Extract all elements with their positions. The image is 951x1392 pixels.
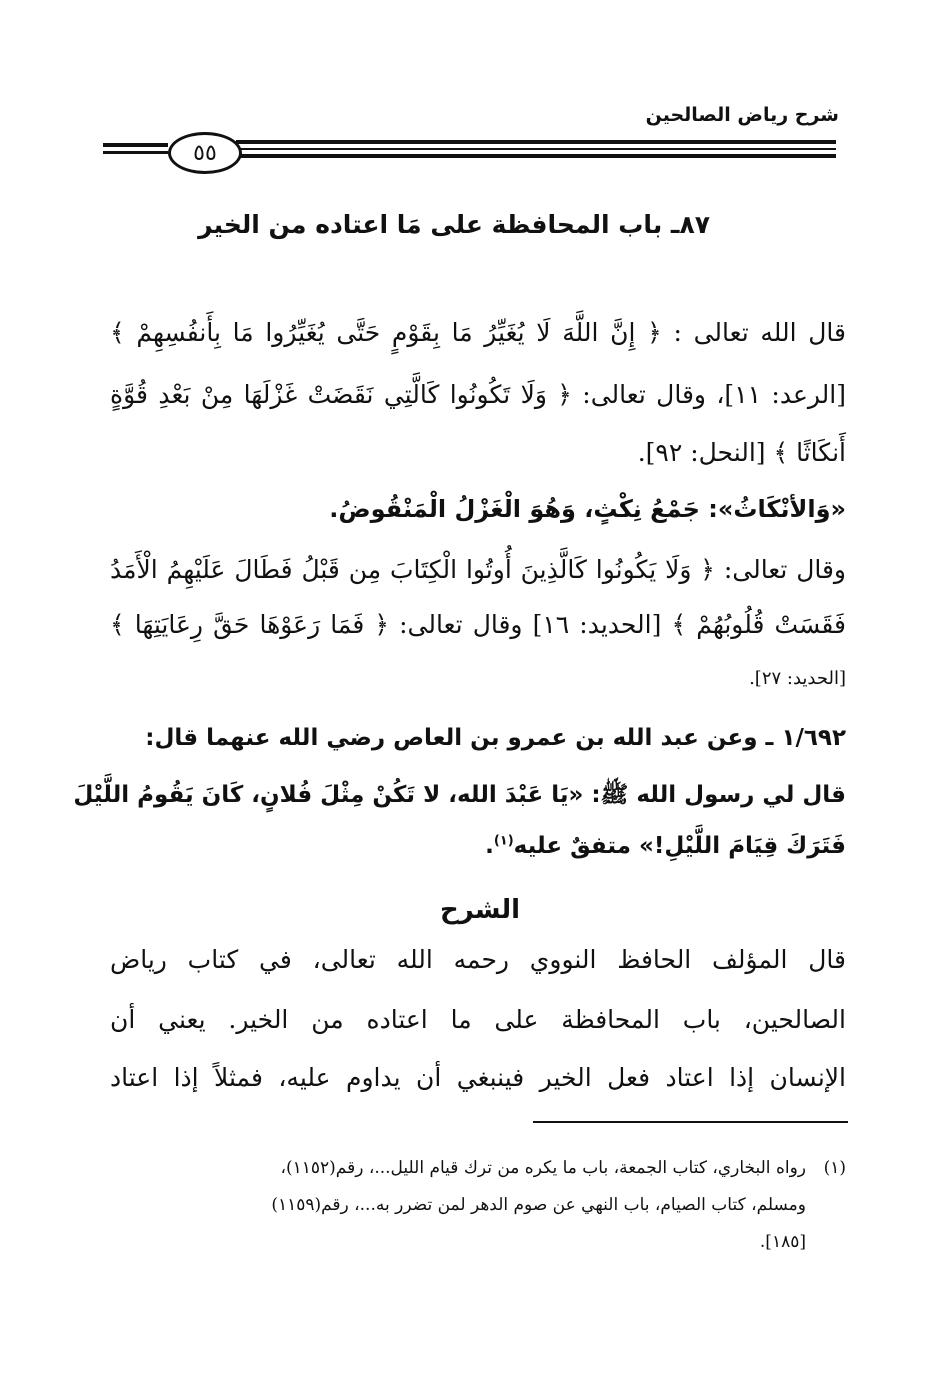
sharh-heading: الشرح <box>439 895 521 925</box>
verse-reference: [الحديد: ٢٧]. <box>749 668 846 689</box>
header-rule-left-thin <box>103 151 168 154</box>
chapter-title: ٨٧ـ باب المحافظة على مَا اعتاده من الخير <box>198 210 710 239</box>
footnote-line-1: رواه البخاري، كتاب الجمعة، باب ما يكره من ترك قيام الليل...، رقم(١١٥٢)، <box>280 1158 806 1178</box>
hadith-line-2: قال لي رسول الله ﷺ: «يَا عَبْدَ الله، لا تَكُنْ مِثْلَ فُلانٍ، كَانَ يَقُومُ اللَّيْلَ <box>73 782 846 808</box>
footnote-line-3: [١٨٥]. <box>759 1232 806 1252</box>
sharh-line-1: قال المؤلف الحافظ النووي رحمه الله تعالى، في كتاب رياض <box>110 945 846 974</box>
sharh-line-2: الصالحين، باب المحافظة على ما اعتاده من الخير. يعني أن <box>110 1005 846 1034</box>
verse-line-3: أَنكَاثًا ﴾ [النحل: ٩٢]. <box>637 438 846 467</box>
page-number-text: ٥٥ <box>193 140 217 166</box>
hadith-line-3-text: فَتَرَكَ قِيَامَ اللَّيْلِ!» متفقٌ عليه <box>513 833 846 859</box>
page-number <box>168 132 242 174</box>
header-rule-right-thick <box>236 140 836 144</box>
definition-line: «وَالأنْكَاثُ»: جَمْعُ نِكْثٍ، وَهُوَ الْغَزْلُ الْمَنْقُوضُ. <box>329 495 846 523</box>
verse-line-2: [الرعد: ١١]، وقال تعالى: ﴿ وَلَا تَكُونُوا كَالَّتِي نَقَضَتْ غَزْلَهَا مِنْ بَعْدِ قُوَّةٍ <box>110 380 846 409</box>
footnote-number: (١) <box>823 1158 846 1178</box>
verse-line-4: وقال تعالى: ﴿ وَلَا يَكُونُوا كَالَّذِينَ أُوتُوا الْكِتَابَ مِن قَبْلُ فَطَالَ عَلَيْهِمُ الْأَمَدُ <box>110 555 846 584</box>
verse-line-1: قال الله تعالى : ﴿ إِنَّ اللَّهَ لَا يُغَيِّرُ مَا بِقَوْمٍ حَتَّى يُغَيِّرُوا مَا بِأَنفُسِهِمْ ﴾ <box>110 318 846 347</box>
verse-line-5: فَقَسَتْ قُلُوبُهُمْ ﴾ [الحديد: ١٦] وقال تعالى: ﴿ فَمَا رَعَوْهَا حَقَّ رِعَايَتِهَا ﴾ <box>110 610 846 639</box>
footnote-marker: (١) <box>493 833 514 849</box>
header-rule-right-thin <box>236 148 836 150</box>
header-rule-left-thick <box>103 143 168 147</box>
sharh-line-3: الإنسان إذا اعتاد فعل الخير فينبغي أن يداوم عليه، فمثلاً إذا اعتاد <box>110 1063 846 1092</box>
footnote-separator <box>533 1121 848 1123</box>
hadith-line-3: فَتَرَكَ قِيَامَ اللَّيْلِ!» متفقٌ عليه$^{(١)}$. <box>485 833 846 859</box>
running-header-title: شرح رياض الصالحين <box>645 104 839 126</box>
header-rule-right-thick-2 <box>236 154 836 158</box>
hadith-line-1: ١/٦٩٢ ـ وعن عبد الله بن عمرو بن العاص رضي الله عنهما قال: <box>145 725 846 751</box>
footnote-line-2: ومسلم، كتاب الصيام، باب النهي عن صوم الدهر لمن تضرر به...، رقم(١١٥٩) <box>271 1195 806 1215</box>
